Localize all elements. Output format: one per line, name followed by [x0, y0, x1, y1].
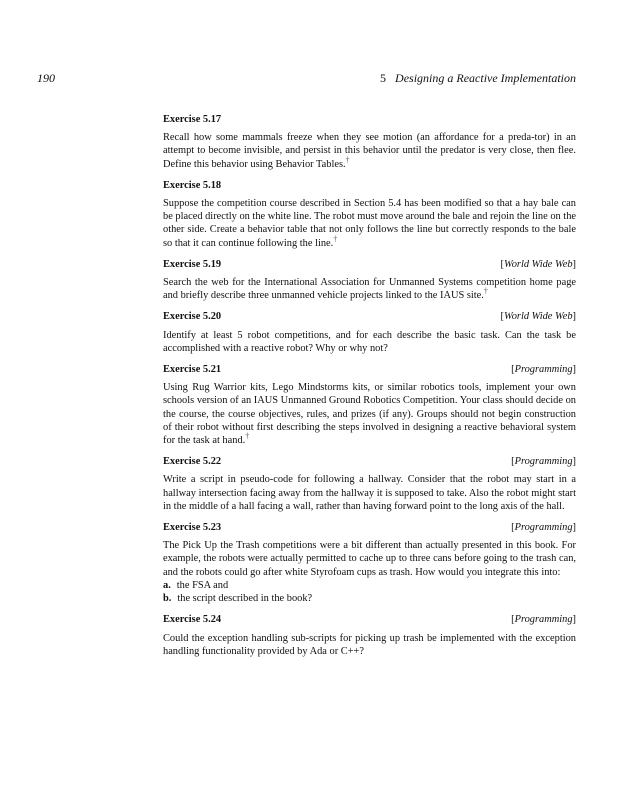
dagger-mark: †: [345, 155, 350, 165]
exercise-tag: [ World Wide Web ]: [501, 310, 576, 323]
exercise-5-19: [163, 258, 576, 303]
exercise-text: The Pick Up the Trash competitions were a bit different than actually presented in this book. For example, the robots were actually permitted to cache up to three cans before going to the trash can, and the robots could go after white Styrofoam cups as trash. How would you integrate this into:: [163, 540, 576, 578]
exercise-title: Exercise 5.20: [163, 311, 222, 323]
page-number: 190: [37, 71, 55, 85]
dagger-mark: †: [245, 431, 250, 441]
exercise-title: Exercise 5.21: [163, 364, 222, 376]
exercise-tag: [ World Wide Web ]: [501, 258, 576, 271]
exercise-text: Identify at least 5 robot competitions, and for each describe the basic task. Can the task be accomplished with a reactive robot? Why or why not?: [163, 329, 576, 354]
exercise-title: Exercise 5.19: [163, 258, 222, 270]
exercise-title: Exercise 5.22: [163, 456, 222, 468]
sub-item-text: the script described in the book?: [177, 593, 313, 605]
exercise-title: Exercise 5.18: [163, 179, 222, 191]
exercise-header: [163, 310, 576, 323]
exercise-header: [163, 363, 576, 376]
sub-item-label: b.: [163, 593, 172, 605]
exercise-list: [163, 113, 576, 666]
exercise-text: Suppose the competition course described in Section 5.4 has been modified so that a hay bale can be placed directly on the white line. The robot must move around the bale and rejoin the line on the other side. Create a behavior table that not only follows the line but correctly responds to the bale so that it can continue following the line.†: [163, 198, 577, 249]
sub-item-b: [163, 592, 576, 605]
exercise-text: Could the exception handling sub-scripts for picking up trash be implemented with the exception handling functionality provided by Ada or C++?: [163, 632, 576, 657]
exercise-text: Write a script in pseudo-code for following a hallway. Consider that the robot may start in a hallway intersection facing away from the hallway it is supposed to take. Also the robot might start in the middle of a hall facing a wall, rather than having forward point to the long axis of the hall.: [163, 474, 576, 512]
exercise-header: [163, 258, 576, 271]
exercise-5-18: [163, 179, 576, 250]
exercise-5-24: [163, 613, 576, 658]
exercise-5-17: [163, 113, 576, 171]
dagger-mark: †: [483, 286, 488, 296]
exercise-header: [163, 113, 576, 126]
exercise-title: Exercise 5.24: [163, 614, 222, 626]
exercise-5-22: [163, 455, 576, 513]
exercise-5-21: [163, 363, 576, 447]
exercise-text: Recall how some mammals freeze when they see motion (an affordance for a preda-tor) in an attempt to become invisible, and persist in this behavior until the predator is very close, then flee. Define this behavior using Behavior Tables.†: [163, 132, 576, 170]
sub-item-label: a.: [163, 579, 171, 591]
running-header: [380, 71, 576, 86]
exercise-5-20: [163, 310, 576, 355]
exercise-tag: [ Programming ]: [511, 455, 576, 468]
exercise-header: [163, 455, 576, 468]
chapter-title: Designing a Reactive Implementation: [395, 71, 576, 85]
exercise-tag: [ Programming ]: [511, 521, 576, 534]
exercise-tag: [ Programming ]: [511, 363, 576, 376]
exercise-title: Exercise 5.23: [163, 522, 222, 534]
sub-item-a: [163, 579, 576, 592]
exercise-title: Exercise 5.17: [163, 114, 222, 125]
exercise-tag: [ Programming ]: [511, 613, 576, 626]
chapter-number: 5: [380, 71, 387, 85]
sub-item-text: the FSA and: [176, 579, 229, 591]
exercise-text: Using Rug Warrior kits, Lego Mindstorms kits, or similar robotics tools, implement your own schools version of an IAUS Unmanned Ground Robotics Competition. Your class should decide on the course, the course objectives, rules, and prizes (if any). Groups should not begin construction of their robot without first describing the steps involved in designing a reactive behavioral system for the task at hand.†: [163, 382, 576, 447]
dagger-mark: †: [333, 234, 338, 244]
exercise-header: [163, 613, 576, 626]
exercise-header: [163, 179, 576, 192]
exercise-header: [163, 521, 576, 534]
exercise-text: Search the web for the International Association for Unmanned Systems competition home page and briefly describe three unmanned vehicle projects linked to the IAUS site.†: [163, 277, 576, 302]
exercise-5-23: [163, 521, 576, 605]
